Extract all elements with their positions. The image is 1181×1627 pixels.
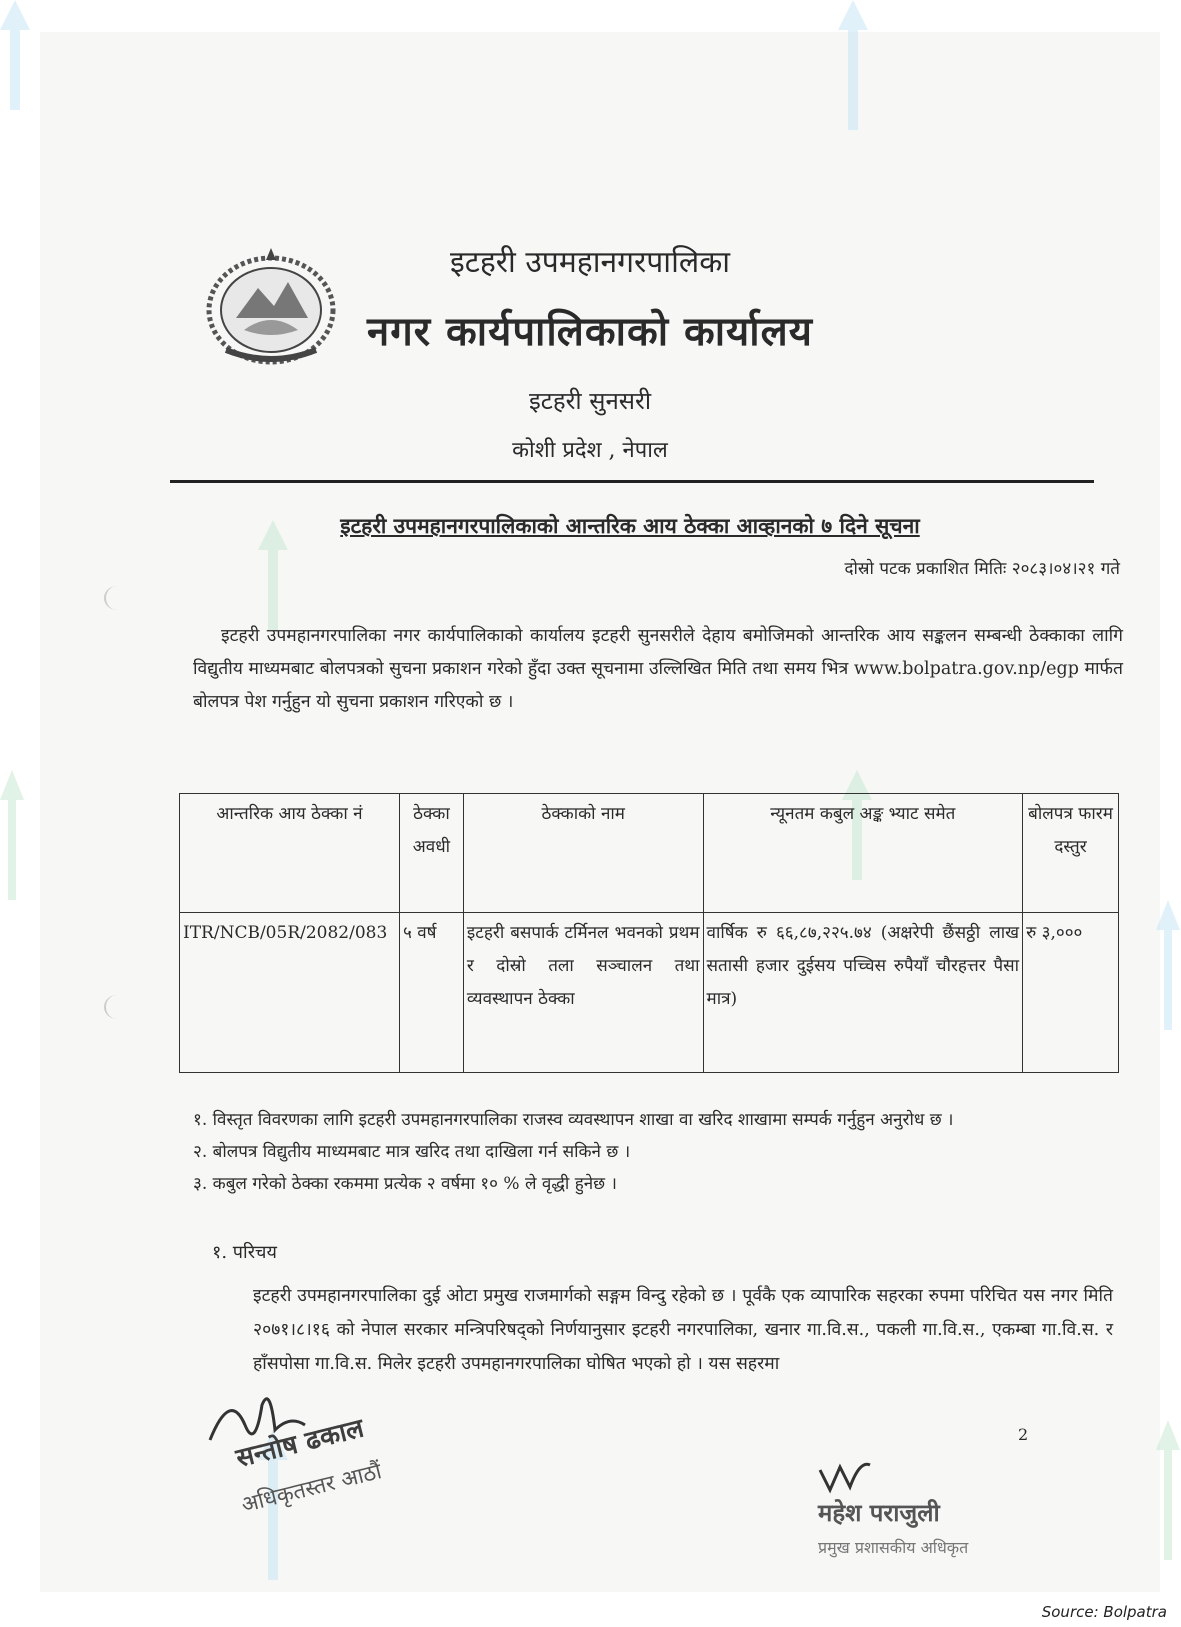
signature-right-icon — [815, 1455, 875, 1495]
col-header-form-fee: बोलपत्र फारम दस्तुर — [1023, 794, 1119, 913]
col-header-min-amount: न्यूनतम कबुल अङ्क भ्याट समेत — [703, 794, 1023, 913]
col-header-duration: ठेक्का अवधी — [399, 794, 463, 913]
intro-paragraph: इटहरी उपमहानगरपालिका नगर कार्यपालिकाको कार्यालय इटहरी सुनसरीले देहाय बमोजिमको आन्तरिक आय सङ्कलन सम्बन्धी ठेक्काका लागि विद्युतीय माध्यमबाट बोलपत्रको सुचना प्रकाशन गरेको हुँदा उक्त सूचनामा उल्लिखित मिति तथा समय भित्र www.bolpatra.gov.np/egp मार्फत बोलपत्र पेश गर्नुहुन यो सुचना प्रकाशन गरिएको छ । — [193, 626, 1123, 712]
page-number: 2 — [1018, 1425, 1029, 1444]
note-item: १. विस्तृत विवरणका लागि इटहरी उपमहानगरपालिका राजस्व व्यवस्थापन शाखा वा खरिद शाखामा सम्पर्क गर्नुहुन अनुरोध छ । — [193, 1110, 954, 1130]
stamp-right-title: प्रमुख प्रशासकीय अधिकृत — [818, 1538, 969, 1557]
publication-date: दोस्रो पटक प्रकाशित मितिः २०८३।०४।२१ गते — [844, 559, 1120, 579]
section-heading: १. परिचय — [212, 1242, 277, 1263]
punch-hole — [104, 995, 130, 1019]
punch-hole — [104, 586, 130, 610]
note-item: ३. कबुल गरेको ठेक्का रकममा प्रत्येक २ वर्षमा १० % ले वृद्धी हुनेछ । — [193, 1174, 617, 1194]
source-caption: Source: Bolpatra — [1041, 1603, 1167, 1621]
table-row — [180, 913, 1119, 1073]
watermark-arrow-icon — [0, 0, 30, 110]
cell-contract-name: इटहरी बसपार्क टर्मिनल भवनको प्रथम र दोस्रो तला सञ्चालन तथा व्यवस्थापन ठेक्का — [463, 913, 703, 1073]
stamp-left-title: अधिकृतस्तर आठौं — [238, 1459, 385, 1519]
col-header-contract-name: ठेक्काको नाम — [463, 794, 703, 913]
cell-duration: ५ वर्ष — [399, 913, 463, 1073]
col-header-contract-no: आन्तरिक आय ठेक्का नं — [180, 794, 400, 913]
stamp-left-name: सन्तोष ढकाल — [233, 1413, 367, 1474]
note-item: २. बोलपत्र विद्युतीय माध्यमबाट मात्र खरिद तथा दाखिला गर्न सकिने छ । — [193, 1142, 631, 1162]
watermark-arrow-icon — [838, 0, 868, 130]
header-municipality-name: इटहरी उपमहानगरपालिका — [449, 245, 731, 280]
header-location: इटहरी सुनसरी — [528, 387, 652, 415]
section-body: इटहरी उपमहानगरपालिका दुई ओटा प्रमुख राजमार्गको सङ्गम विन्दु रहेको छ । पूर्वकै एक व्यापारिक सहरका रुपमा परिचित यस नगर मिति २०७१।८।१६ को नेपाल सरकार मन्त्रिपरिषद्को निर्णयानुसार इटहरी नगरपालिका, खनार गा.वि.स., पकली गा.वि.स., एकम्बा गा.वि.स. र हाँसपोसा गा.वि.स. मिलेर इटहरी उपमहानगरपालिका घोषित भएको हो । यस सहरमा — [253, 1286, 1113, 1374]
cell-form-fee: रु ३,००० — [1023, 913, 1119, 1073]
tender-table — [179, 793, 1119, 1073]
table-header-row — [180, 794, 1119, 913]
cell-min-amount: वार्षिक रु ६६,८७,२२५.७४ (अक्षरेपी छैंसठ्ठी लाख सतासी हजार दुईसय पच्चिस रुपैयाँ चौरहत्तर पैसा मात्र) — [703, 913, 1023, 1073]
cell-contract-no: ITR/NCB/05R/2082/083 — [180, 913, 400, 1073]
header-office-name: नगर कार्यपालिकाको कार्यालय — [367, 308, 813, 355]
watermark-arrow-icon — [0, 770, 24, 900]
header-divider — [170, 480, 1094, 483]
notice-title: इटहरी उपमहानगरपालिकाको आन्तरिक आय ठेक्का आव्हानको ७ दिने सूचना — [340, 513, 920, 538]
notes-list — [193, 1104, 1113, 1200]
watermark-arrow-icon — [1156, 900, 1180, 1030]
stamp-right-name: महेश पराजुली — [818, 1498, 940, 1527]
header-province: कोशी प्रदेश , नेपाल — [512, 438, 668, 463]
watermark-arrow-icon — [1156, 1420, 1180, 1560]
